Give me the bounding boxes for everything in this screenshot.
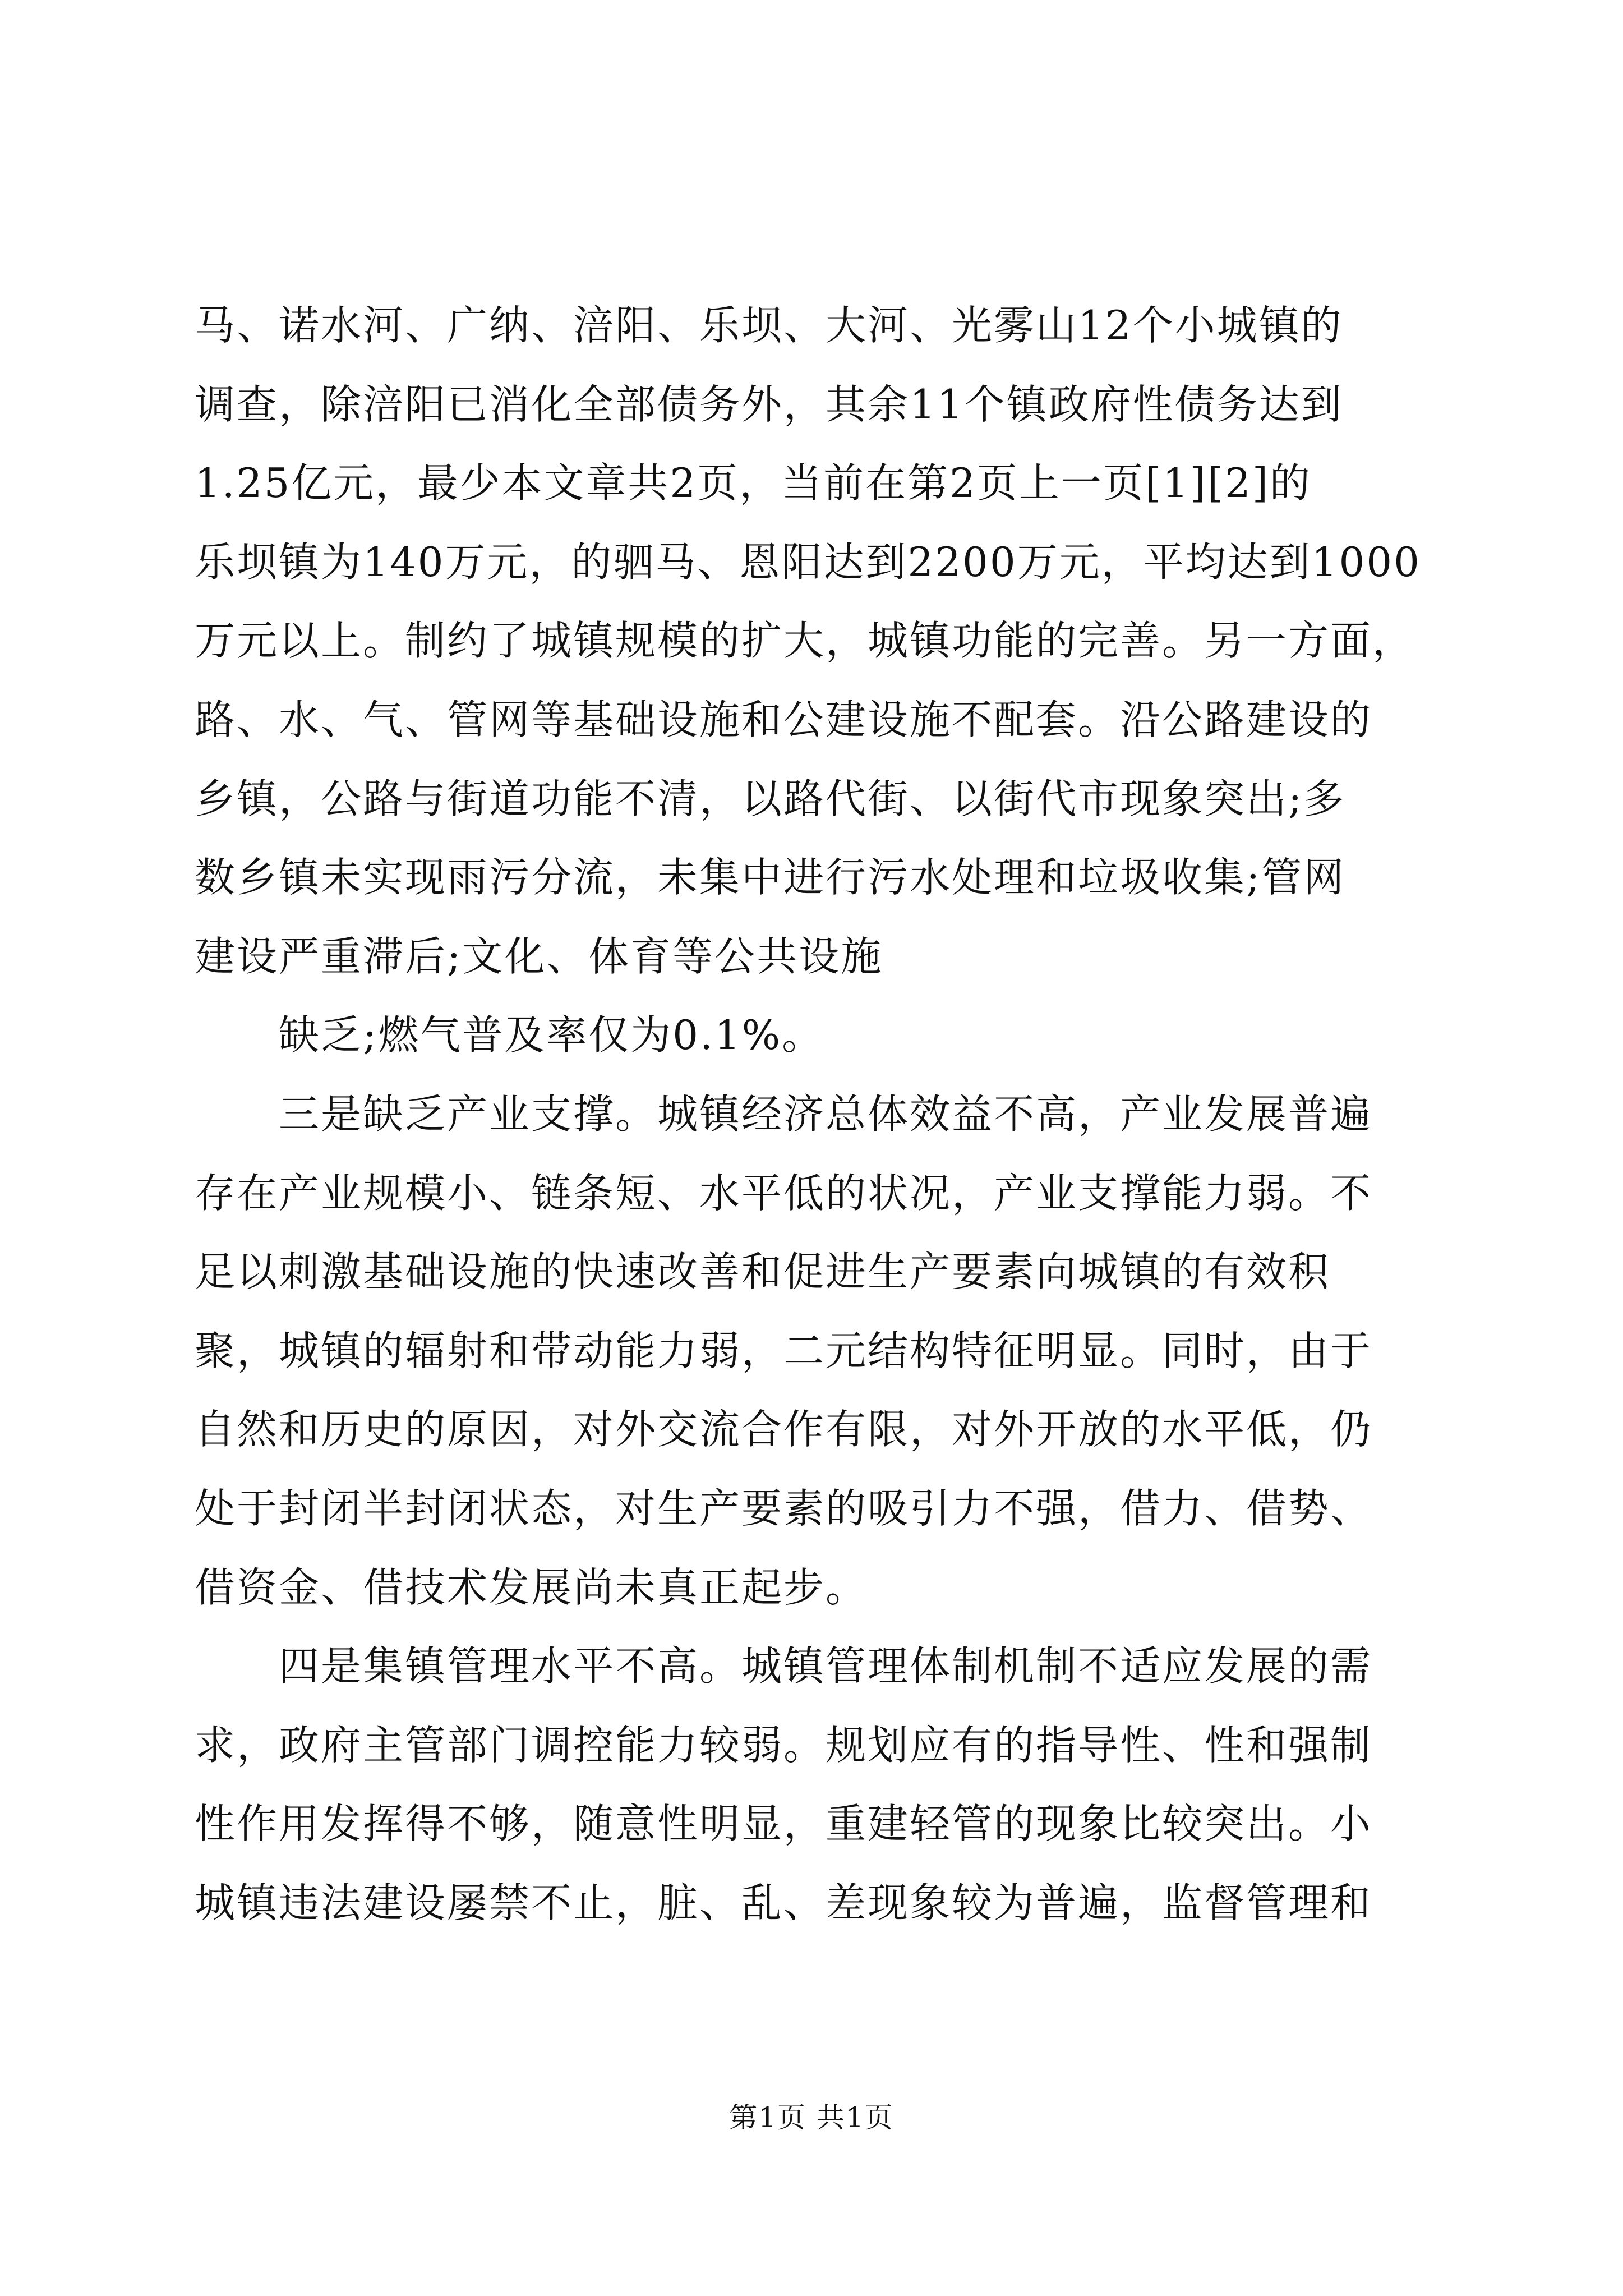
text-line: 路、水、气、管网等基础设施和公建设施不配套。沿公路建设的 bbox=[195, 696, 1373, 743]
text-line: 万元以上。制约了城镇规模的扩大，城镇功能的完善。另一方面， bbox=[195, 617, 1415, 665]
text-line: 马、诺水河、广纳、涪阳、乐坝、大河、光雾山12个小城镇的 bbox=[195, 302, 1343, 349]
text-line: 自然和历史的原因，对外交流合作有限，对外开放的水平低，仍 bbox=[195, 1406, 1373, 1453]
text-line: 1.25亿元，最少本文章共2页，当前在第2页上一页[1][2]的 bbox=[195, 459, 1312, 507]
text-line: 乐坝镇为140万元，的驷马、恩阳达到2200万元，平均达到1000 bbox=[195, 538, 1421, 586]
text-line: 借资金、借技术发展尚未真正起步。 bbox=[195, 1563, 868, 1611]
text-line: 建设严重滞后;文化、体育等公共设施 bbox=[195, 932, 883, 980]
text-line: 求，政府主管部门调控能力较弱。规划应有的指导性、性和强制 bbox=[195, 1721, 1373, 1769]
text-line: 聚，城镇的辐射和带动能力弱，二元结构特征明显。同时，由于 bbox=[195, 1327, 1373, 1374]
paragraph-start-line: 四是集镇管理水平不高。城镇管理体制机制不适应发展的需 bbox=[279, 1642, 1373, 1690]
text-line: 调查，除涪阳已消化全部债务外，其余11个镇政府性债务达到 bbox=[195, 380, 1343, 428]
page-footer: 第1页 共1页 bbox=[729, 2101, 894, 2134]
text-line: 城镇违法建设屡禁不止，脏、乱、差现象较为普遍，监督管理和 bbox=[195, 1879, 1373, 1926]
text-line: 足以刺激基础设施的快速改善和促进生产要素向城镇的有效积 bbox=[195, 1248, 1331, 1296]
text-line: 性作用发挥得不够，随意性明显，重建轻管的现象比较突出。小 bbox=[195, 1800, 1373, 1848]
text-line: 数乡镇未实现雨污分流，未集中进行污水处理和垃圾收集;管网 bbox=[195, 854, 1346, 901]
text-line: 乡镇，公路与街道功能不清，以路代街、以街代市现象突出;多 bbox=[195, 775, 1346, 822]
text-line: 处于封闭半封闭状态，对生产要素的吸引力不强，借力、借势、 bbox=[195, 1484, 1373, 1532]
paragraph-start-line: 缺乏;燃气普及率仅为0.1%。 bbox=[279, 1011, 824, 1059]
text-line: 存在产业规模小、链条短、水平低的状况，产业支撑能力弱。不 bbox=[195, 1169, 1373, 1217]
paragraph-start-line: 三是缺乏产业支撑。城镇经济总体效益不高，产业发展普遍 bbox=[279, 1090, 1373, 1138]
document-body bbox=[195, 286, 1428, 1942]
